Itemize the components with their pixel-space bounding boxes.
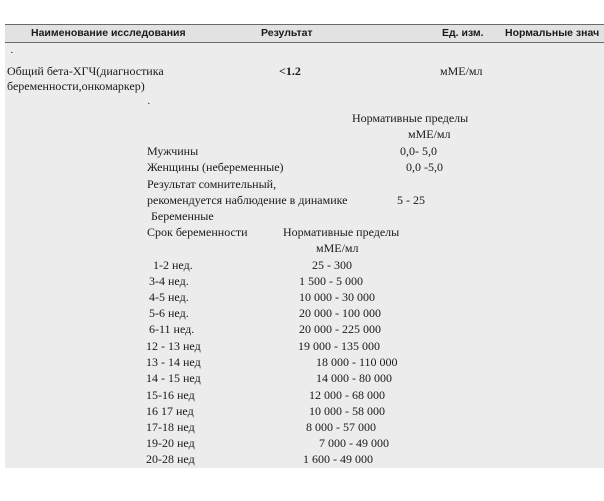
value-cell: 14 000 - 80 000 xyxy=(316,371,392,385)
term-cell: 4-5 нед. xyxy=(149,290,189,304)
women-label: Женщины (небеременные) xyxy=(147,160,284,174)
doubtful-line-2: рекомендуется наблюдение в динамике xyxy=(147,193,348,207)
term-cell: 12 - 13 нед xyxy=(146,339,201,353)
reference-title: Нормативные пределы xyxy=(352,111,469,125)
doubtful-value: 5 - 25 xyxy=(397,193,425,207)
value-cell: 20 000 - 100 000 xyxy=(299,306,381,320)
term-cell: 6-11 нед. xyxy=(149,322,195,336)
test-unit: мМЕ/мл xyxy=(440,64,483,78)
men-value: 0,0- 5,0 xyxy=(400,144,437,158)
value-cell: 7 000 - 49 000 xyxy=(319,436,389,450)
value-cell: 10 000 - 30 000 xyxy=(299,290,375,304)
pregnant-title: Беременные xyxy=(151,209,214,223)
header-unit: Ед. изм. xyxy=(442,27,484,39)
term-cell: 15-16 нед xyxy=(146,388,195,402)
value-cell: 10 000 - 58 000 xyxy=(309,404,385,418)
value-cell: 8 000 - 57 000 xyxy=(306,420,376,434)
value-cell: 25 - 300 xyxy=(312,258,352,272)
table-header xyxy=(5,24,604,43)
women-value: 0,0 -5,0 xyxy=(406,160,443,174)
value-cell: 12 000 - 68 000 xyxy=(309,388,385,402)
bullet-dot: · xyxy=(10,47,14,59)
term-cell: 1-2 нед. xyxy=(153,258,193,272)
term-cell: 3-4 нед. xyxy=(149,274,189,288)
term-cell: 5-6 нед. xyxy=(149,306,189,320)
header-name: Наименование исследования xyxy=(31,27,186,39)
header-result: Результат xyxy=(261,27,313,39)
header-norm: Нормальные знач xyxy=(505,27,600,39)
term-cell: 20-28 нед xyxy=(146,452,195,466)
term-cell: 19-20 нед xyxy=(146,436,195,450)
value-cell: 1 500 - 5 000 xyxy=(299,274,363,288)
test-result: <1.2 xyxy=(279,64,301,78)
term-cell: 16 17 нед xyxy=(146,404,194,418)
term-cell: 13 - 14 нед xyxy=(146,355,201,369)
doubtful-line-1: Результат сомнительный, xyxy=(147,177,277,191)
norm-column-header: Нормативные пределы xyxy=(283,225,400,239)
norm-column-unit: мМЕ/мл xyxy=(316,241,359,255)
value-cell: 18 000 - 110 000 xyxy=(316,355,398,369)
term-column-header: Срок беременности xyxy=(147,225,248,239)
value-cell: 19 000 - 135 000 xyxy=(298,339,380,353)
value-cell: 20 000 - 225 000 xyxy=(299,322,381,336)
bullet-dot: · xyxy=(147,98,151,110)
value-cell: 1 600 - 49 000 xyxy=(303,452,373,466)
term-cell: 17-18 нед xyxy=(146,420,195,434)
reference-unit: мМЕ/мл xyxy=(408,127,451,141)
test-name: Общий бета-ХГЧ(диагностика беременности,онкомаркер) xyxy=(7,64,164,93)
term-cell: 14 - 15 нед xyxy=(146,371,201,385)
men-label: Мужчины xyxy=(147,144,199,158)
